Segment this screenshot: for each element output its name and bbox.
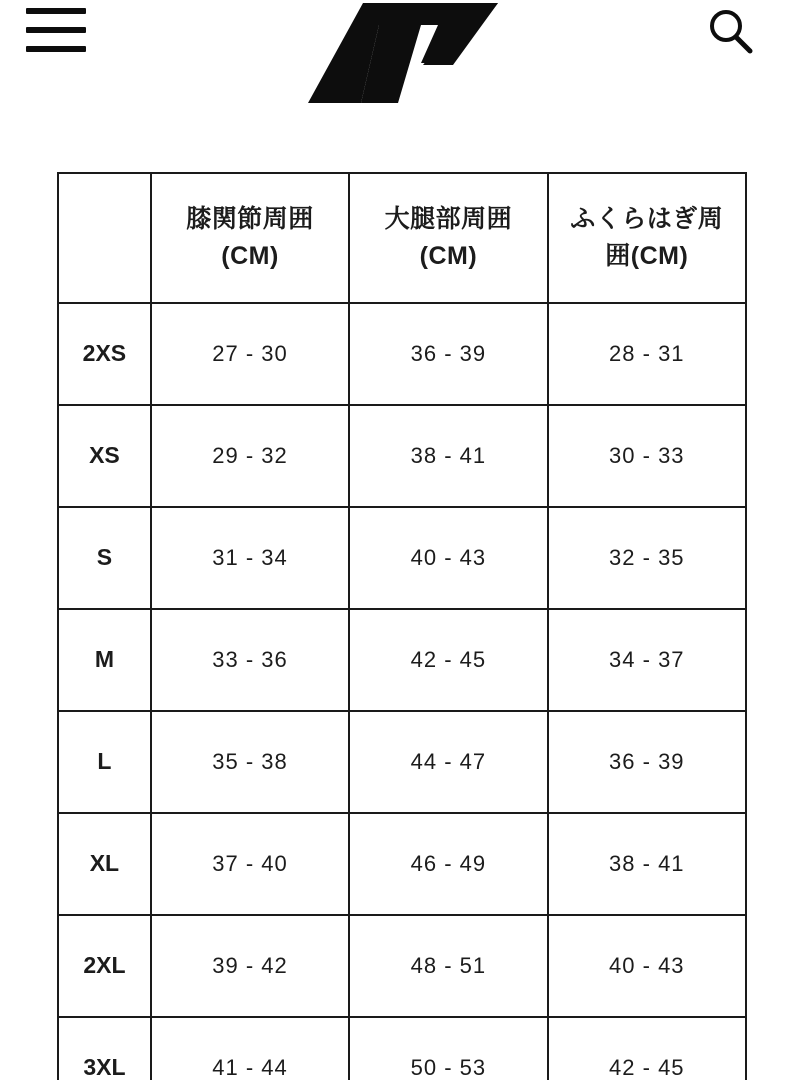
cell-knee-3xl: 41 - 44 <box>151 1017 349 1080</box>
cell-thigh-xl: 46 - 49 <box>349 813 547 915</box>
cell-knee-m: 33 - 36 <box>151 609 349 711</box>
cell-calf-l: 36 - 39 <box>548 711 746 813</box>
cell-calf-xl: 38 - 41 <box>548 813 746 915</box>
cell-calf-s: 32 - 35 <box>548 507 746 609</box>
row-label-m: M <box>58 609 151 711</box>
size-chart-table <box>57 172 747 1080</box>
table-row <box>58 507 746 609</box>
table-row <box>58 405 746 507</box>
column-header-size <box>58 173 151 303</box>
cell-thigh-m: 42 - 45 <box>349 609 547 711</box>
cell-calf-xs: 30 - 33 <box>548 405 746 507</box>
row-label-l: L <box>58 711 151 813</box>
column-header-calf: ふくらはぎ周囲(CM) <box>548 173 746 303</box>
cell-knee-s: 31 - 34 <box>151 507 349 609</box>
table-header <box>58 173 746 303</box>
cell-thigh-3xl: 50 - 53 <box>349 1017 547 1080</box>
a7-logo[interactable] <box>0 0 805 105</box>
table-row <box>58 813 746 915</box>
row-label-3xl: 3XL <box>58 1017 151 1080</box>
row-label-2xl: 2XL <box>58 915 151 1017</box>
row-label-2xs: 2XS <box>58 303 151 405</box>
cell-thigh-2xs: 36 - 39 <box>349 303 547 405</box>
row-label-s: S <box>58 507 151 609</box>
size-chart-container <box>57 172 747 1080</box>
search-icon[interactable] <box>705 6 755 56</box>
table-body <box>58 303 746 1080</box>
cell-calf-m: 34 - 37 <box>548 609 746 711</box>
row-label-xs: XS <box>58 405 151 507</box>
column-header-knee: 膝関節周囲(CM) <box>151 173 349 303</box>
table-row <box>58 1017 746 1080</box>
cell-knee-xs: 29 - 32 <box>151 405 349 507</box>
cell-knee-2xl: 39 - 42 <box>151 915 349 1017</box>
cell-thigh-2xl: 48 - 51 <box>349 915 547 1017</box>
site-header <box>0 0 805 125</box>
cell-calf-2xs: 28 - 31 <box>548 303 746 405</box>
cell-knee-2xs: 27 - 30 <box>151 303 349 405</box>
cell-thigh-s: 40 - 43 <box>349 507 547 609</box>
cell-thigh-l: 44 - 47 <box>349 711 547 813</box>
cell-thigh-xs: 38 - 41 <box>349 405 547 507</box>
table-row <box>58 711 746 813</box>
table-row <box>58 303 746 405</box>
cell-calf-2xl: 40 - 43 <box>548 915 746 1017</box>
cell-knee-xl: 37 - 40 <box>151 813 349 915</box>
table-row <box>58 915 746 1017</box>
table-row <box>58 609 746 711</box>
column-header-thigh: 大腿部周囲(CM) <box>349 173 547 303</box>
cell-knee-l: 35 - 38 <box>151 711 349 813</box>
table-header-row <box>58 173 746 303</box>
cell-calf-3xl: 42 - 45 <box>548 1017 746 1080</box>
row-label-xl: XL <box>58 813 151 915</box>
